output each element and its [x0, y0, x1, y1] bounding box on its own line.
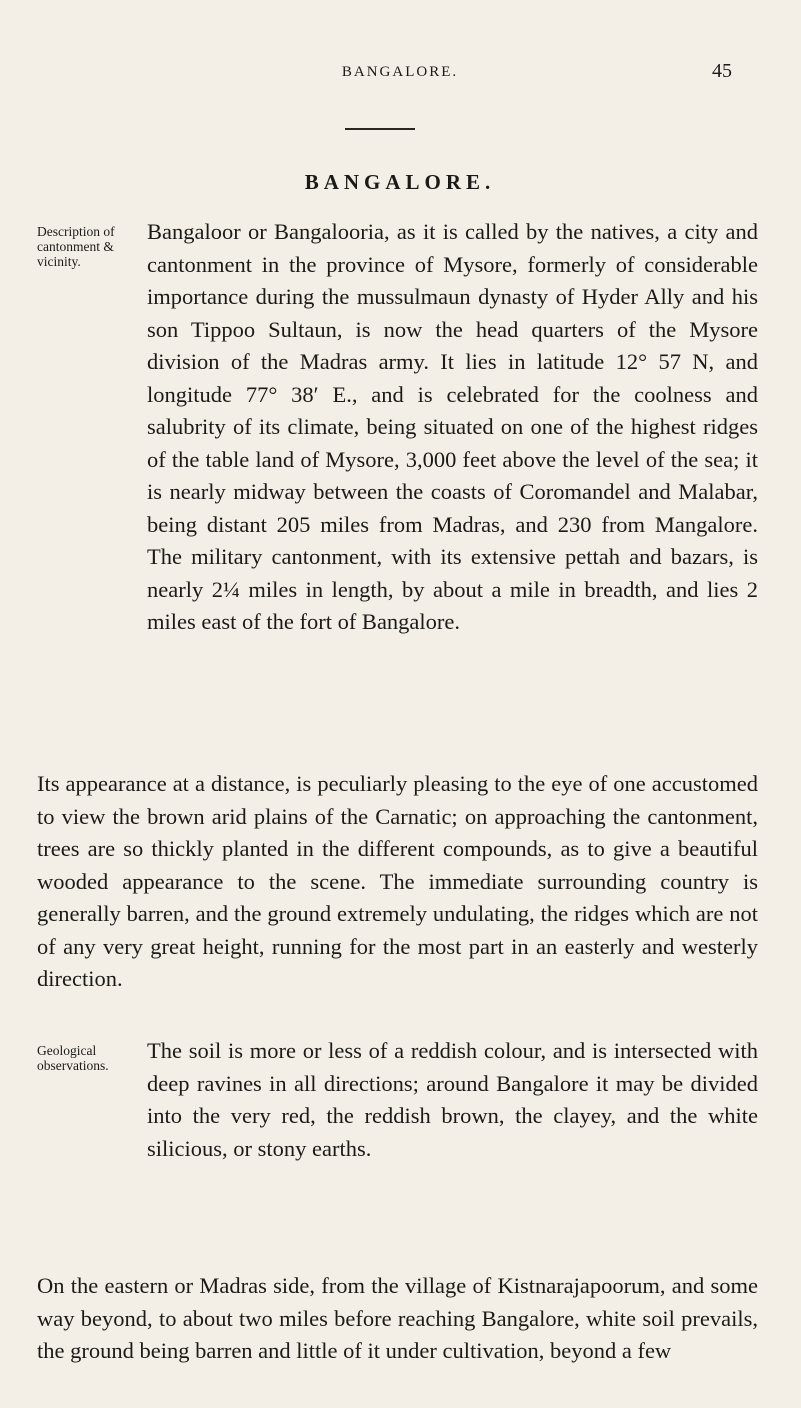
- paragraph-1: [37, 216, 758, 639]
- paragraph-2-text: Its appearance at a distance, is peculiarly pleasing to the eye of one accustomed to view the brown arid plains of the Carnatic; on approaching the cantonment, trees are so thickly planted in the different compounds, as to give a beautiful wooded appearance to the scene. The immediate surrounding country is generally barren, and the ground extremely undulating, the ridges which are not of any very great height, running for the most part in an easterly and westerly direction.: [37, 771, 758, 991]
- margin-note-description: Description of cantonment & vicinity.: [37, 224, 115, 269]
- paragraph-1-text: Bangaloor or Bangalooria, as it is called by the natives, a city and cantonment in the province of Mysore, formerly of considerable importance during the mussulmaun dynasty of Hyder Ally and his son Tippoo Sultaun, is now the head quarters of the Mysore division of the Madras army. It lies in latitude 12° 57 N, and longitude 77° 38′ E., and is celebrated for the coolness and salubrity of its climate, being situated on one of the highest ridges of the table land of Mysore, 3,000 feet above the level of the sea; it is nearly midway between the coasts of Coromandel and Malabar, being distant 205 miles from Madras, and 230 from Mangalore. The military cantonment, with its extensive pettah and bazars, is nearly 2¼ miles in length, by about a mile in breadth, and lies 2 miles east of the fort of Bangalore.: [147, 219, 758, 634]
- paragraph-3-text: The soil is more or less of a reddish colour, and is intersected with deep ravines in all directions; around Bangalore it may be divided into the very red, the reddish brown, the clayey, and the white silicious, or stony earths.: [147, 1038, 758, 1161]
- paragraph-4-text: On the eastern or Madras side, from the village of Kistnarajapoorum, and some way beyond, to about two miles before reaching Bangalore, white soil prevails, the ground being barren and little of it under cultivation, beyond a few: [37, 1273, 758, 1363]
- margin-note-geological: Geological observations.: [37, 1043, 109, 1073]
- header-rule: [345, 128, 415, 130]
- page-number: 45: [712, 60, 732, 82]
- running-head: BANGALORE.: [341, 64, 459, 80]
- paragraph-3: [37, 1035, 758, 1165]
- paragraph-4: [37, 1270, 758, 1368]
- paragraph-2: [37, 768, 758, 996]
- section-heading: BANGALORE.: [304, 170, 496, 194]
